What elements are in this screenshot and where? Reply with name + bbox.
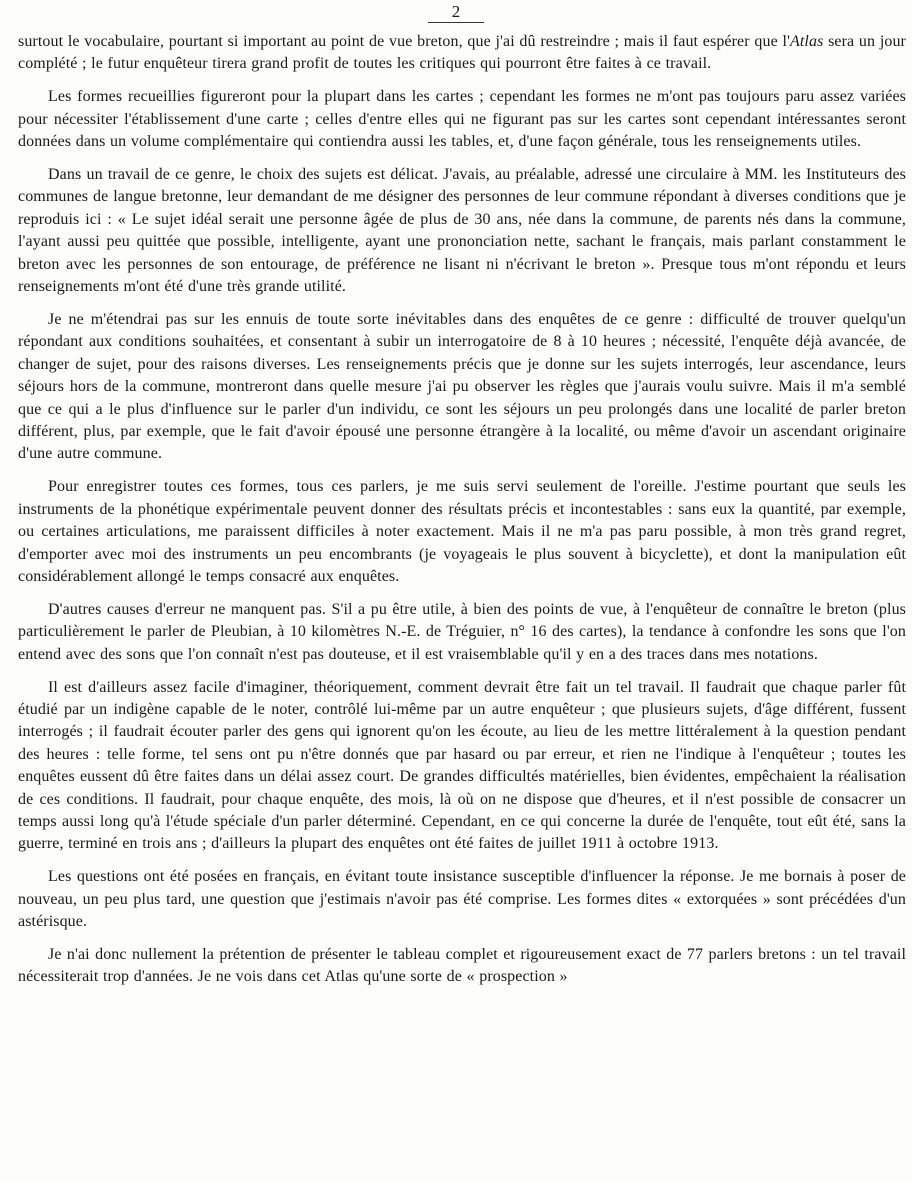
- paragraph-3: Dans un travail de ce genre, le choix des sujets est délicat. J'avais, au préalable, adressé une circulaire à MM. les Instituteurs des communes de langue bretonne, leur demandant de me désigner des personnes de leur commune répondant à diverses conditions que je reproduis ici : « Le sujet idéal serait une personne âgée de plus de 30 ans, née dans la commune, de parents nés dans la commune, l'ayant aussi peu quittée que possible, intelligente, ayant une prononciation nette, sachant le français, mais parlant constamment le breton avec les personnes de son entourage, de préférence ne lisant ni n'écrivant le breton ». Presque tous m'ont répondu et leurs renseignements m'ont été d'une très grande utilité.: [18, 166, 906, 296]
- paragraph-5: Pour enregistrer toutes ces formes, tous ces parlers, je me suis servi seulement de l'oreille. J'estime pourtant que seuls les instruments de la phonétique expérimentale peuvent donner des résultats précis et incontestables : sans eux la quantité, par exemple, ou certaines articulations, me paraissent difficiles à noter exactement. Mais il ne m'a pas paru possible, à mon très grand regret, d'emporter avec moi des instruments un peu encombrants (je voyageais le plus souvent à bicyclette), et dont la manipulation eût considérablement allongé le temps consacré aux enquêtes.: [18, 478, 906, 585]
- paragraph-1-text-start: surtout le vocabulaire, pourtant si important au point de vue breton, que j'ai dû restreindre ; mais il faut espérer que l': [18, 33, 790, 50]
- paragraph-8: Les questions ont été posées en français, en évitant toute insistance susceptible d'influencer la réponse. Je me bornais à poser de nouveau, un peu plus tard, une question que j'estimais n'avoir pas été comprise. Les formes dites « extorquées » sont précédées d'un astérisque.: [18, 868, 906, 931]
- paragraph-7: Il est d'ailleurs assez facile d'imaginer, théoriquement, comment devrait être fait un tel travail. Il faudrait que chaque parler fût étudié par un indigène capable de le noter, contrôlé lui-même par un autre enquêteur ; que plusieurs sujets, d'âge différent, fussent interrogés ; il faudrait écouter parler des gens qui ignorent qu'on les écoute, au lieu de les mettre littéralement à la question pendant des heures : telle forme, tel sens ont pu n'être donnés que par hasard ou par erreur, et rien ne l'indique à l'enquêteur ; toutes les enquêtes eussent dû être faites dans un délai assez court. De grandes difficultés matérielles, bien évidentes, empêchaient la réalisation de ces conditions. Il faudrait, pour chaque enquête, des mois, là où on ne dispose que d'heures, et il n'est possible de consacrer un temps aussi long qu'à l'étude spéciale d'un parler déterminé. Cependant, en ce qui concerne la durée de l'enquête, tout eût été, sans la guerre, terminé en trois ans ; d'ailleurs la plupart des enquêtes ont été faites de juillet 1911 à octobre 1913.: [18, 678, 906, 853]
- paragraph-9: Je n'ai donc nullement la prétention de présenter le tableau complet et rigoureusement exact de 77 parlers bretons : un tel travail nécessiterait trop d'années. Je ne vois dans cet Atlas qu'une sorte de « prospection »: [18, 946, 906, 986]
- paragraph-4: Je ne m'étendrai pas sur les ennuis de toute sorte inévitables dans des enquêtes de ce genre : difficulté de trouver quelqu'un répondant aux conditions souhaitées, et consentant à subir un interrogatoire de 8 à 10 heures ; nécessité, l'enquête déjà avancée, de changer de sujet, pour des raisons diverses. Les renseignements précis que je donne sur les sujets interrogés, leur ascendance, leurs séjours hors de la commune, montreront dans quelle mesure j'ai pu observer les règles que j'aurais voulu suivre. Mais il m'a semblé que ce qui a le plus d'influence sur le parler d'un individu, ce sont les séjours un peu prolongés dans une localité de parler breton différent, plus, par exemple, que le fait d'avoir épousé une personne étrangère à la localité, ou même d'avoir un ascendant originaire d'une autre commune.: [18, 310, 906, 463]
- paragraph-1: [18, 31, 906, 76]
- body-text: [18, 31, 906, 989]
- paragraph-1-text-end: sera un jour complété ; le futur enquêteur tirera grand profit de toutes les critiques qui pourront être faites à ce travail.: [18, 33, 906, 73]
- page-number-rule: [428, 22, 484, 23]
- atlas-title-italic: Atlas: [790, 33, 824, 50]
- paragraph-6: D'autres causes d'erreur ne manquent pas. S'il a pu être utile, à bien des points de vue, à l'enquêteur de connaître le breton (plus particulièrement le parler de Pleubian, à 10 kilomètres N.-E. de Tréguier, n° 16 des cartes), la tendance à confondre les sons que l'on entend avec des sons que l'on connaît n'est pas douteuse, et il est vraisemblable qu'il y en a des traces dans mes notations.: [18, 600, 906, 663]
- paragraph-2: Les formes recueillies figureront pour la plupart dans les cartes ; cependant les formes ne m'ont pas toujours paru assez variées pour nécessiter l'établissement d'une carte ; celles d'entre elles qui ne figurant pas sur les cartes sont cependant intéressantes seront données dans un volume complémentaire qui contiendra aussi les tables, et, d'une façon générale, tous les renseignements utiles.: [18, 88, 906, 151]
- page-number: 2: [451, 2, 461, 21]
